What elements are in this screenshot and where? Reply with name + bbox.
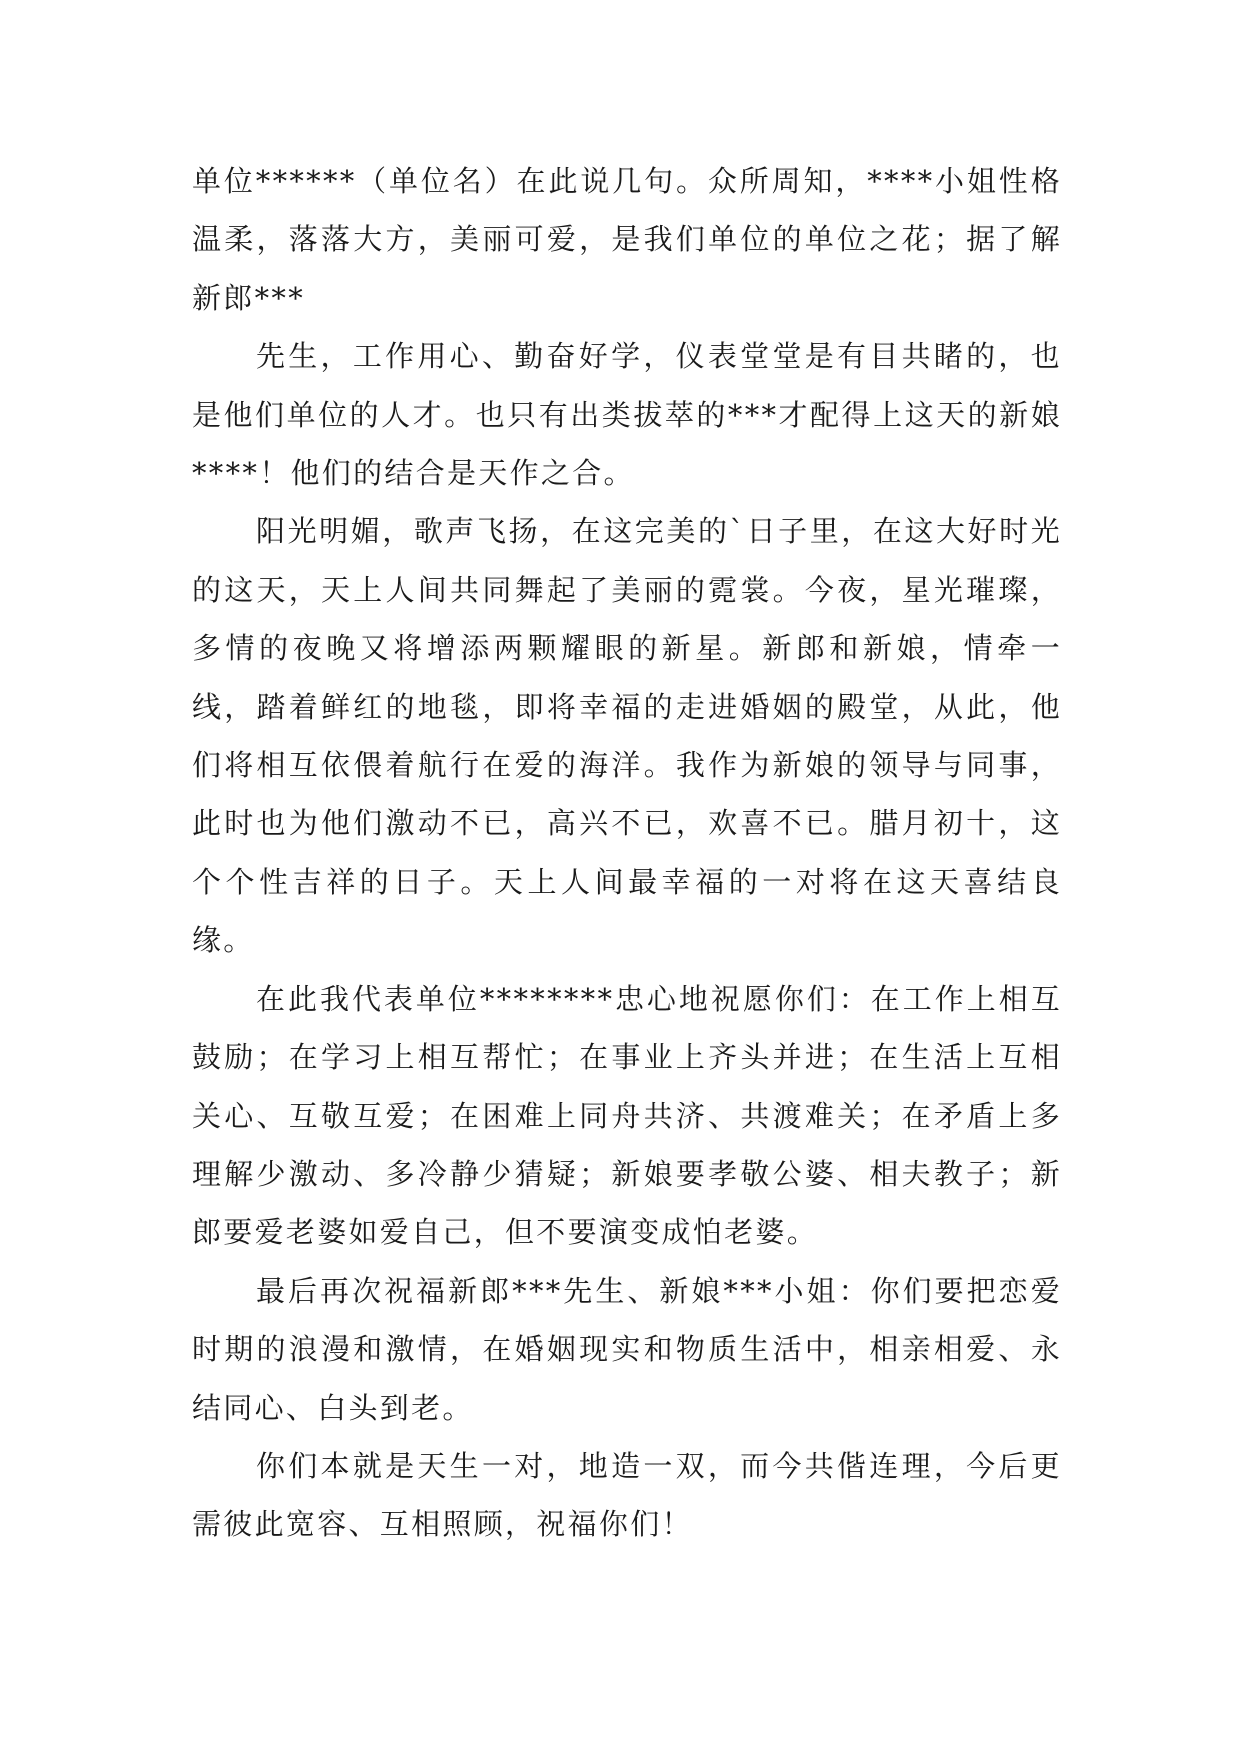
paragraph-6: 你们本就是天生一对，地造一双，而今共偕连理，今后更需彼此宽容、互相照顾，祝福你们！ — [192, 1448, 1062, 1542]
document-body — [192, 152, 1062, 1554]
paragraph-5: 最后再次祝福新郎***先生、新娘***小姐：你们要把恋爱时期的浪漫和激情，在婚姻现实和物质生活中，相亲相爱、永结同心、白头到老。 — [192, 1273, 1062, 1425]
paragraph-1: 单位******（单位名）在此说几句。众所周知，****小姐性格温柔，落落大方，美丽可爱，是我们单位的单位之花；据了解新郎*** — [192, 164, 1062, 315]
paragraph-4: 在此我代表单位********忠心地祝愿你们：在工作上相互鼓励；在学习上相互帮忙；在事业上齐头并进；在生活上互相关心、互敬互爱；在困难上同舟共济、共渡难关；在矛盾上多理解少激动、多冷静少猜疑；新娘要孝敬公婆、相夫教子；新郎要爱老婆如爱自己，但不要演变成怕老婆。 — [192, 981, 1062, 1250]
paragraph-2: 先生，工作用心、勤奋好学，仪表堂堂是有目共睹的，也是他们单位的人才。也只有出类拔萃的***才配得上这天的新娘****！他们的结合是天作之合。 — [192, 339, 1062, 491]
paragraph-3: 阳光明媚，歌声飞扬，在这完美的`日子里，在这大好时光的这天，天上人间共同舞起了美丽的霓裳。今夜，星光璀璨，多情的夜晚又将增添两颗耀眼的新星。新郎和新娘，情牵一线，踏着鲜红的地毯，即将幸福的走进婚姻的殿堂，从此，他们将相互依偎着航行在爱的海洋。我作为新娘的领导与同事，此时也为他们激动不已，高兴不已，欢喜不已。腊月初十，这个个性吉祥的日子。天上人间最幸福的一对将在这天喜结良缘。 — [192, 514, 1062, 958]
